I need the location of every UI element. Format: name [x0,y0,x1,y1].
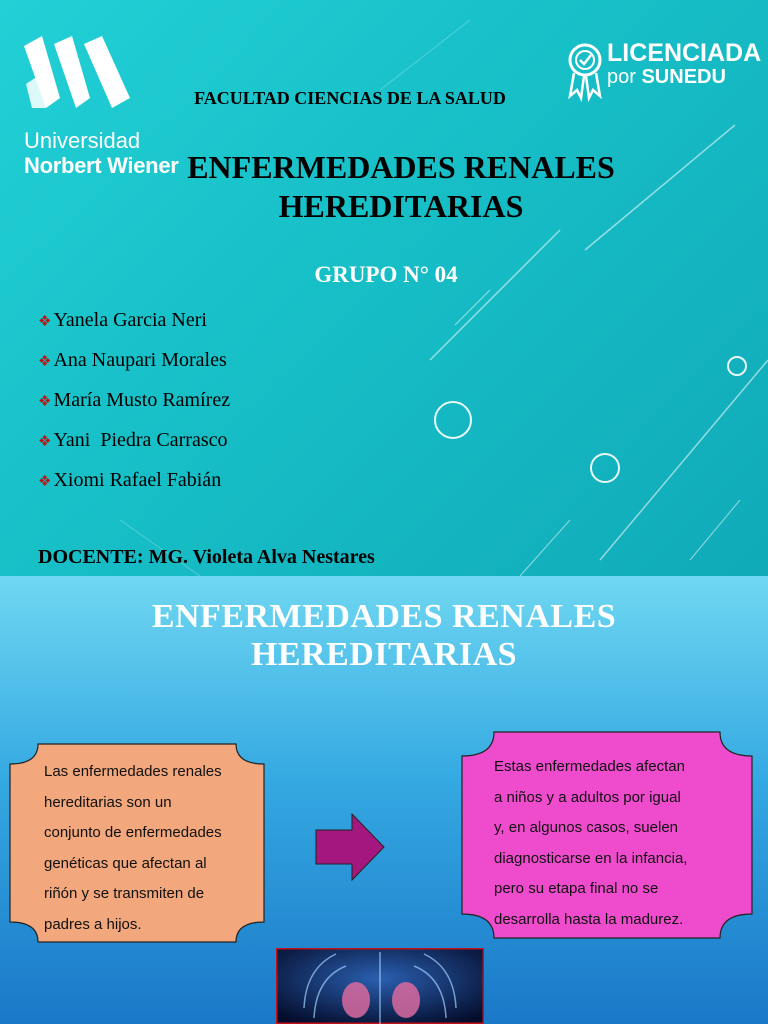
member-item [38,386,230,426]
description-line: Estas enfermedades afectan [494,758,685,775]
presentation-title [166,148,636,226]
member-name: Yanela Garcia Neri [53,309,207,331]
definition-line: genéticas que afectan al [44,854,207,872]
definition-text [44,757,222,940]
member-name: Yani Piedra Carrasco [53,429,228,451]
license-line2 [607,66,761,88]
teacher-name: DOCENTE: MG. Violeta Alva Nestares [38,546,375,568]
definition-line: conjunto de enfermedades [44,824,222,841]
right-arrow-icon [314,812,386,882]
diamond-bullet-icon: ❖ [38,314,52,330]
license-badge [607,40,761,88]
definition-line: riñón y se transmiten de [44,885,205,902]
description-line: pero su etapa final no se [494,880,659,897]
slide-title-line2: HEREDITARIAS [250,636,518,673]
license-line1: LICENCIADA [607,39,762,67]
description-text [494,752,687,935]
group-number: GRUPO N° 04 [314,262,458,287]
definition-line: hereditarias son un [44,793,172,811]
university-name [24,128,179,178]
description-line: diagnosticarse en la infancia, [494,849,688,867]
university-line1: Universidad [24,128,141,153]
diamond-bullet-icon: ❖ [38,354,52,370]
kidney-xray-image [276,948,484,1024]
description-line: desarrolla hasta la madurez. [494,910,684,928]
member-name: Ana Naupari Morales [53,349,227,371]
slide-title [0,598,768,674]
title-line2: HEREDITARIAS [278,188,524,224]
member-item [38,466,230,506]
license-prefix: por [607,66,642,88]
description-line: y, en algunos casos, suelen [494,819,679,836]
faculty-name: FACULTAD CIENCIAS DE LA SALUD [194,88,506,108]
definition-line: Las enfermedades renales [44,763,222,780]
member-item [38,306,230,346]
definition-line: padres a hijos. [44,915,142,933]
member-name: Xiomi Rafael Fabián [53,469,222,491]
university-line2: Norbert Wiener [24,153,179,178]
member-list [38,306,230,506]
content-slide [0,576,768,1024]
slide-title-line1: ENFERMEDADES RENALES [151,598,617,635]
member-item [38,426,230,466]
diamond-bullet-icon: ❖ [38,434,52,450]
license-brand: SUNEDU [641,66,726,88]
member-name: María Musto Ramírez [53,389,231,411]
member-item [38,346,230,386]
diamond-bullet-icon: ❖ [38,394,52,410]
description-line: a niños y a adultos por igual [494,788,681,806]
title-line1: ENFERMEDADES RENALES [187,149,615,185]
diamond-bullet-icon: ❖ [38,474,52,490]
university-logo-icon [24,36,134,116]
